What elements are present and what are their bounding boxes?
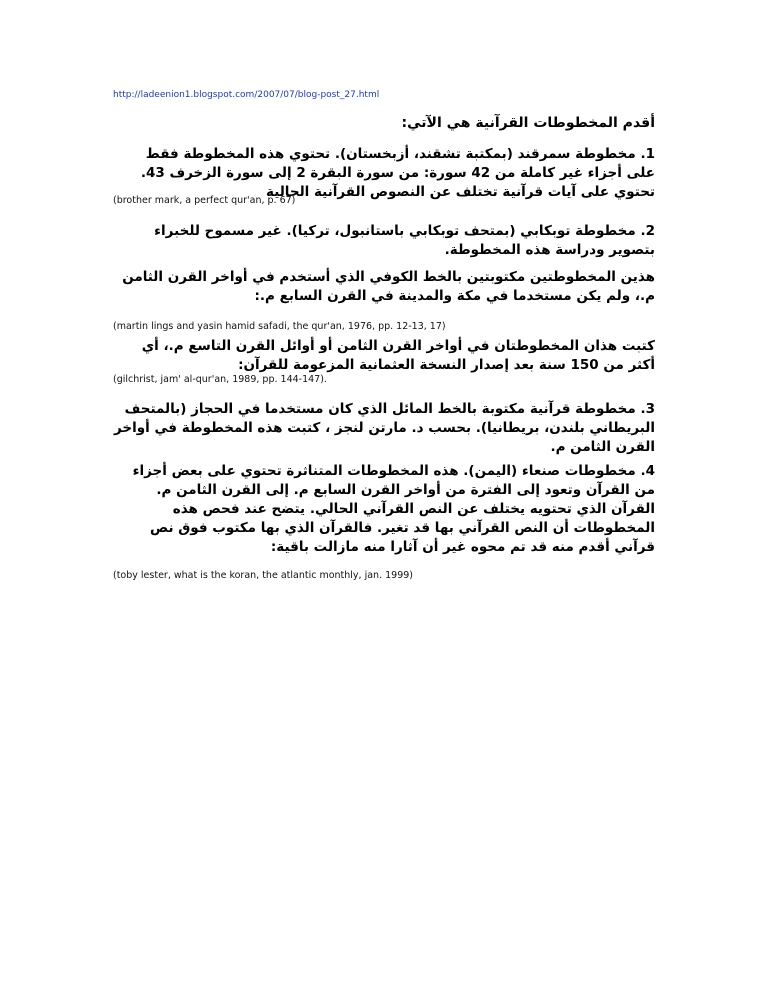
item-1-reference: (brother mark, a perfect qur'an, p. 67) bbox=[113, 195, 296, 206]
paragraph-dating-reference: (gilchrist, jam' al-qur'an, 1989, pp. 144-147). bbox=[113, 374, 327, 385]
source-link[interactable]: http://ladeenion1.blogspot.com/2007/07/blog-post_27.html bbox=[113, 90, 380, 100]
item-4-text: 4. مخطوطات صنعاء (اليمن). هذه المخطوطات المتناثرة تحتوي على بعض أجزاء من القرآن وتعود إلى الفترة من أواخر القرن السابع م. إلى القرن الثامن م. القرآن الذي تحتويه يختلف عن النص القرآني الحالي. يتضح عند فحص هذه المخطوطات أن النص القرآني بها قد تغير. فالقرآن الذي بها مكتوب فوق نص قرآني أقدم منه قد تم محوه غير أن آثارا منه مازالت باقية: bbox=[132, 463, 655, 555]
paragraph-kufic-text: هذين المخطوطتين مكتوبتين بالخط الكوفي الذي أستخدم في أواخر القرن الثامن م.، ولم يكن مستخدما في مكة والمدينة في القرن السابع م.: bbox=[122, 269, 655, 304]
paragraph-dating-text: كتبت هذان المخطوطتان في أواخر القرن الثامن أو أوائل القرن التاسع م.، أي أكثر من 150 سنة بعد إصدار النسخة العثمانية المزعومة للقرآن: bbox=[141, 338, 655, 373]
item-3-text: 3. مخطوطة قرآنية مكتوبة بالخط المائل الذي كان مستخدما في الحجاز (بالمتحف البريطاني بلندن، بريطانيا). بحسب د. مارتن لنجز ، كتبت هذه المخطوطة في أواخر القرن الثامن م. bbox=[114, 401, 655, 455]
item-2-text: 2. مخطوطة توبكابي (بمتحف توبكابي باستانبول، تركيا). غير مسموح للخبراء بتصوير ودراسة هذه المخطوطة. bbox=[154, 223, 655, 258]
document-heading: أقدم المخطوطات القرآنية هي الآتي: bbox=[401, 115, 655, 131]
paragraph-kufic-reference: (martin lings and yasin hamid safadi, the qur'an, 1976, pp. 12-13, 17) bbox=[113, 321, 446, 332]
item-4-reference: (toby lester, what is the koran, the atlantic monthly, jan. 1999) bbox=[113, 570, 413, 581]
item-1-text: 1. مخطوطة سمرقند (بمكتبة تشقند، أزبخستان). تحتوي هذه المخطوطة فقط على أجزاء غير كاملة من 42 سورة: من سورة البقرة 2 إلى سورة الزخرف 43. تحتوي على آيات قرآنية تختلف عن النصوص القرآنية الحالية bbox=[140, 146, 655, 200]
